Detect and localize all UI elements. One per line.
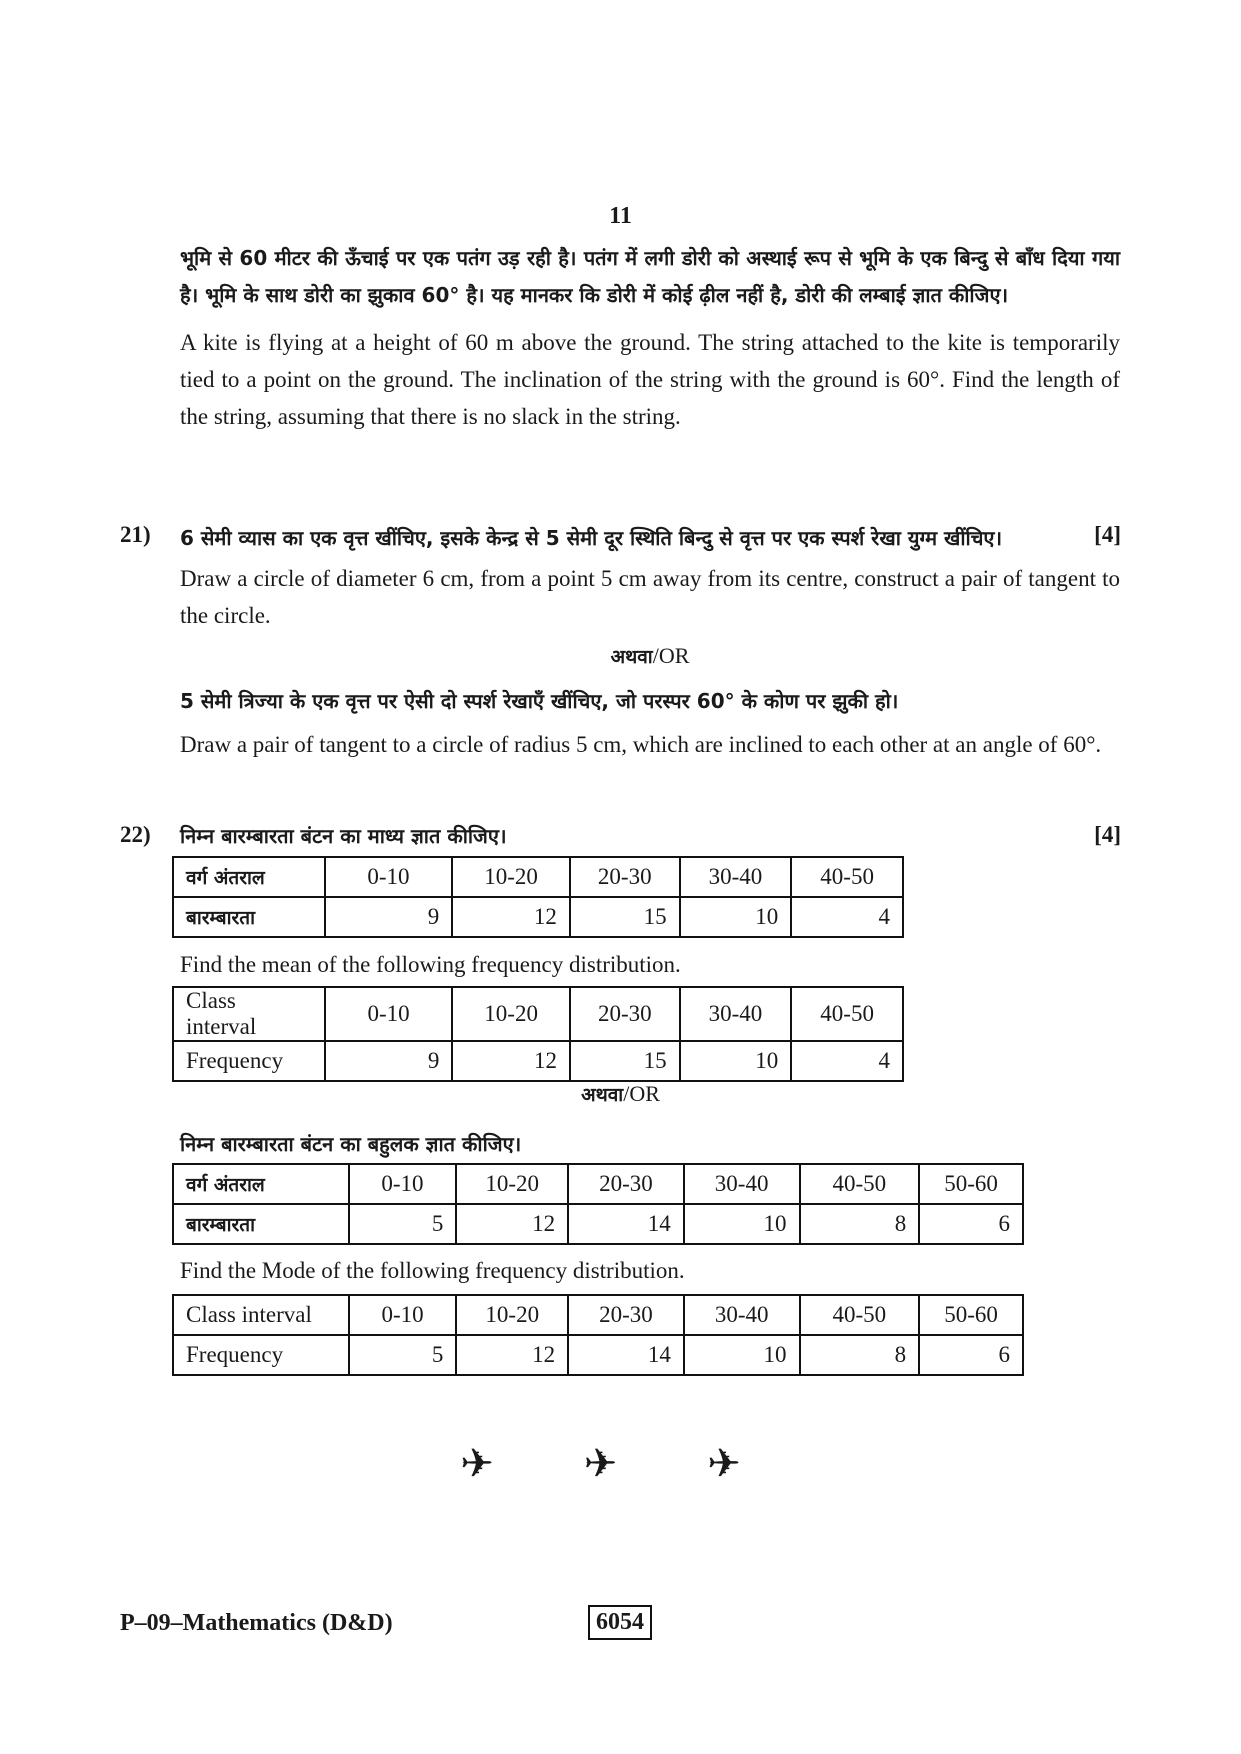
- table-row: [173, 1204, 1023, 1244]
- q21-or-hindi: अथवा: [610, 646, 653, 668]
- table-row: [173, 1335, 1023, 1375]
- q21-or-english: /OR: [652, 643, 690, 668]
- table-cell: 12: [456, 1335, 568, 1375]
- table-cell: 50-60: [919, 1164, 1023, 1204]
- table-row: [173, 857, 903, 897]
- table-row: [173, 1295, 1023, 1335]
- table-cell: 10: [680, 897, 792, 937]
- table-cell: 10: [680, 1041, 792, 1081]
- table-cell: 8: [800, 1204, 920, 1244]
- q22-english-text: Find the mean of the following frequency distribution.: [180, 952, 681, 977]
- table-cell: 30-40: [684, 1164, 800, 1204]
- table-cell: 0-10: [325, 987, 453, 1041]
- q21-alt-english-text: Draw a pair of tangent to a circle of radius 5 cm, which are inclined to each other at an angle of 60°.: [180, 732, 1102, 757]
- table-cell: 10: [684, 1335, 800, 1375]
- table-cell: 40-50: [800, 1295, 920, 1335]
- q21-or-separator: [180, 634, 1120, 679]
- table-cell: 0-10: [349, 1164, 457, 1204]
- q21-alt-hindi-text: 5 सेमी त्रिज्या के एक वृत्त पर ऐसी दो स्पर्श रेखाएँ खींचिए, जो परस्पर 60° के कोण पर झुकी हो।: [180, 689, 899, 713]
- table-cell: 6: [919, 1204, 1023, 1244]
- table-cell: 10-20: [452, 987, 570, 1041]
- q22-or-separator: [0, 1072, 1241, 1117]
- table-header-cell: वर्ग अंतराल: [173, 1164, 349, 1204]
- table-cell: 20-30: [570, 857, 680, 897]
- table-cell: 30-40: [680, 857, 792, 897]
- q22-or-hindi: अथवा: [581, 1084, 624, 1106]
- table-cell: 40-50: [791, 857, 903, 897]
- table-cell: 4: [791, 897, 903, 937]
- table-cell: 14: [568, 1335, 684, 1375]
- table-header-cell: बारम्बारता: [173, 897, 325, 937]
- table-cell: 8: [800, 1335, 920, 1375]
- table-cell: 40-50: [791, 987, 903, 1041]
- table-cell: 4: [791, 1041, 903, 1081]
- table-cell: 10-20: [452, 857, 570, 897]
- footer-paper-title: P–09–Mathematics (D&D): [120, 1610, 393, 1636]
- table-header-cell: Frequency: [173, 1041, 325, 1081]
- table-cell: 5: [349, 1335, 457, 1375]
- table-row: [173, 897, 903, 937]
- table-header-cell: Class interval: [173, 1295, 349, 1335]
- table-cell: 30-40: [684, 1295, 800, 1335]
- table-cell: 9: [325, 897, 453, 937]
- table-cell: 20-30: [568, 1164, 684, 1204]
- q22-marks: [4]: [1094, 822, 1121, 847]
- table-cell: 12: [452, 1041, 570, 1081]
- table-cell: 15: [570, 1041, 680, 1081]
- q21-number: 21): [120, 522, 151, 547]
- table-cell: 20-30: [568, 1295, 684, 1335]
- table-cell: 0-10: [325, 857, 453, 897]
- q22-number: 22): [120, 822, 151, 847]
- q20-hindi-text: भूमि से 60 मीटर की ऊँचाई पर एक पतंग उड़ रही है। पतंग में लगी डोरी को अस्थाई रूप से भूमि के एक बिन्दु से बाँध दिया गया है। भूमि के साथ डोरी का झुकाव 60° है। यह मानकर कि डोरी में कोई ढ़ील नहीं है, डोरी की लम्बाई ज्ञात कीजिए।: [180, 246, 1120, 307]
- table-cell: 40-50: [800, 1164, 920, 1204]
- table-row: [173, 987, 903, 1041]
- mode-table-hindi: [172, 1163, 1024, 1245]
- question-20: [180, 240, 1120, 435]
- mode-table-english: [172, 1294, 1024, 1376]
- table-cell: 5: [349, 1204, 457, 1244]
- q21-marks: [4]: [1094, 522, 1121, 547]
- table-cell: 12: [452, 897, 570, 937]
- table-cell: 10: [684, 1204, 800, 1244]
- q21-english-text: Draw a circle of diameter 6 cm, from a point 5 cm away from its centre, construct a pair of tangent to the circle.: [180, 566, 1120, 628]
- table-cell: 14: [568, 1204, 684, 1244]
- table-cell: 50-60: [919, 1295, 1023, 1335]
- q22-alt-english-text: Find the Mode of the following frequency distribution.: [180, 1258, 685, 1283]
- table-header-cell: Frequency: [173, 1335, 349, 1375]
- q22-or-english: /OR: [623, 1081, 660, 1106]
- page-number: 11: [609, 203, 632, 229]
- mean-table-english: [172, 986, 904, 1082]
- table-cell: 20-30: [570, 987, 680, 1041]
- q21-hindi-text: 6 सेमी व्यास का एक वृत्त खींचिए, इसके केन्द्र से 5 सेमी दूर स्थिति बिन्दु से वृत्त पर एक स्पर्श रेखा युग्म खींचिए।: [180, 526, 1003, 550]
- table-cell: 15: [570, 897, 680, 937]
- mean-table-hindi: [172, 856, 904, 938]
- question-21-english: [180, 560, 1120, 763]
- table-header-cell: बारम्बारता: [173, 1204, 349, 1244]
- footer-paper-code: 6054: [588, 1605, 652, 1640]
- table-cell: 6: [919, 1335, 1023, 1375]
- table-header-cell: Class interval: [173, 987, 325, 1041]
- q20-english-text: A kite is flying at a height of 60 m above the ground. The string attached to the kite is temporarily tied to a point on the ground. The inclination of the string with the ground is 60°. Find the length of the string, assuming that there is no slack in the string.: [180, 330, 1120, 429]
- table-header-cell: वर्ग अंतराल: [173, 857, 325, 897]
- table-cell: 12: [456, 1204, 568, 1244]
- question-21: [180, 520, 1060, 557]
- table-cell: 10-20: [456, 1295, 568, 1335]
- table-cell: 9: [325, 1041, 453, 1081]
- table-cell: 30-40: [680, 987, 792, 1041]
- q22-hindi-text: निम्न बारम्बारता बंटन का माध्य ज्ञात कीजिए।: [180, 824, 507, 848]
- table-cell: 0-10: [349, 1295, 457, 1335]
- table-row: [173, 1164, 1023, 1204]
- end-of-paper-plane-icons: ✈ ✈ ✈: [460, 1441, 781, 1486]
- q22-alt-hindi-text: निम्न बारम्बारता बंटन का बहुलक ज्ञात कीजिए।: [180, 1132, 522, 1156]
- table-cell: 10-20: [456, 1164, 568, 1204]
